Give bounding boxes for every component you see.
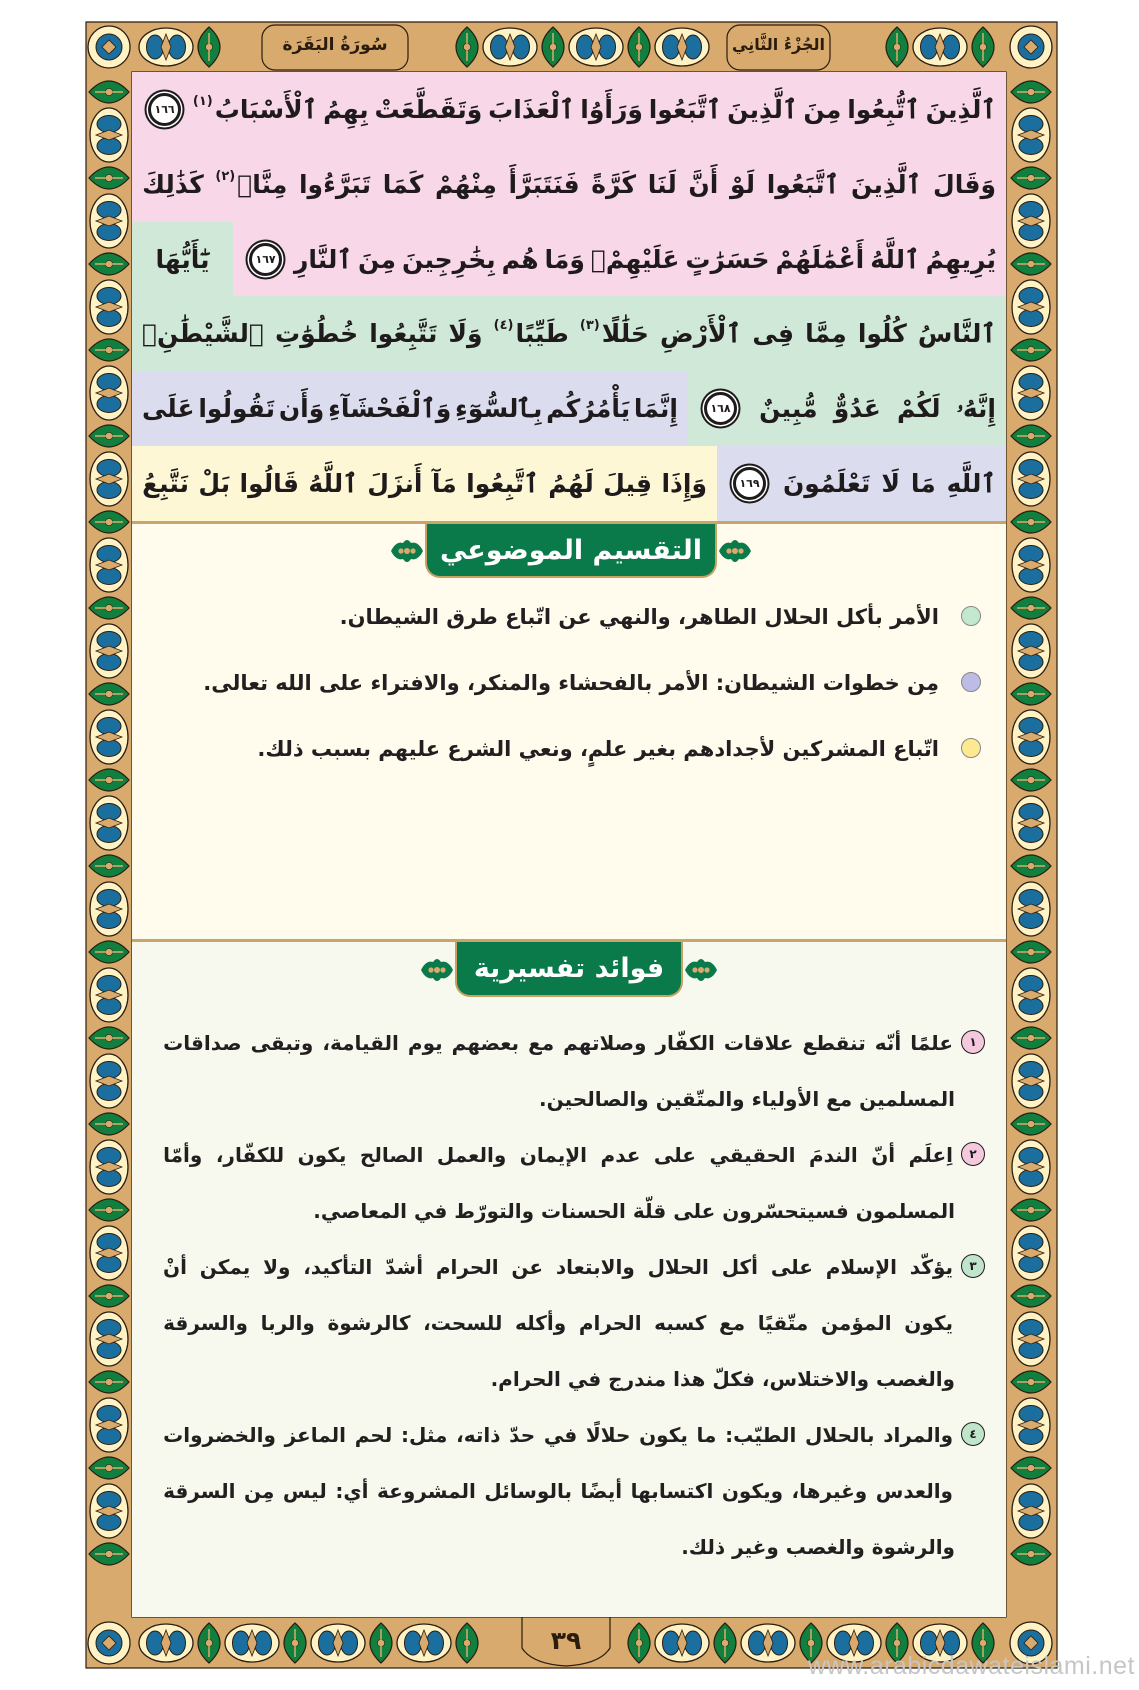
border-motif-blue-icon <box>90 1226 128 1280</box>
benefit-text-line <box>132 1295 1006 1351</box>
benefit-text-line: المسلمون فسيتحسّرون على قلّة الحسنات والتورّط في المعاصي. <box>313 1199 955 1223</box>
benefit-word: الإيمان <box>519 1143 588 1167</box>
verse-word: كَذَٰلِكَ <box>142 169 204 199</box>
header-ornament-icon <box>684 955 718 985</box>
benefit-word: القيامة، <box>322 1031 399 1055</box>
benefit-text-line <box>132 1127 1006 1183</box>
quran-line <box>132 296 1006 371</box>
number-badge: ٣ <box>961 1254 985 1278</box>
verse-word: تَبَرَّءُوا <box>298 169 372 199</box>
border-motif-blue-icon <box>1012 796 1050 850</box>
border-motif-blue-icon <box>90 968 128 1022</box>
border-motif-blue-icon <box>90 538 128 592</box>
border-motif-blue-icon <box>569 28 623 66</box>
benefit-word: بالحلال <box>805 1423 875 1447</box>
verse-word: كَمَا <box>382 169 424 199</box>
border-motif-blue-icon <box>655 28 709 66</box>
ayah-number: ١٦٨ <box>710 402 731 416</box>
verse-word: نَتَّبِعُ <box>142 469 189 499</box>
benefit-word: عدم <box>600 1143 641 1167</box>
border-motif-blue-icon <box>139 28 193 66</box>
topic-list-item <box>132 716 1006 782</box>
benefit-word: والمراد <box>883 1423 953 1447</box>
verse-word: ٱلْأَسْبَابُ( $^١$ ) <box>193 95 317 124</box>
benefit-word: والسرقة <box>163 1311 248 1335</box>
border-motif-blue-icon <box>1012 1054 1050 1108</box>
benefit-word: كالرشوة <box>327 1311 411 1335</box>
header-ornament-icon <box>390 536 424 566</box>
verse-word: مَا <box>910 469 936 499</box>
verse-word: ٱتَّبَعُوا <box>648 94 722 124</box>
border-motif-blue-icon <box>90 452 128 506</box>
verse-word: يُرِيهِمُ <box>925 244 996 274</box>
border-motif-blue-icon <box>90 1140 128 1194</box>
verse-word: ٱلشَّيْطَٰنِۚ <box>142 319 264 349</box>
verse-word: أَنَّ <box>688 169 719 199</box>
number-badge: ٢ <box>961 1142 985 1166</box>
benefit-word: والخضروات <box>163 1423 276 1447</box>
border-corner-rosette-icon <box>88 26 130 68</box>
benefit-word: ليس <box>282 1479 327 1503</box>
benefit-word: أنّ <box>871 1143 896 1167</box>
footnote-marker: ( $^٣$ ) <box>580 318 600 333</box>
verse-highlight-lavender <box>132 371 688 446</box>
border-motif-blue-icon <box>1012 968 1050 1022</box>
section-title-tafsir-benefits: فوائد تفسيرية <box>455 942 683 997</box>
ayah-number: ١٦٩ <box>739 477 760 491</box>
benefit-text-line <box>132 1407 1006 1463</box>
benefit-word: الحرام <box>578 1311 642 1335</box>
verse-word: مِنَّاۗ( $^٢$ ) <box>215 170 287 199</box>
benefit-word: بعضهم <box>451 1031 520 1055</box>
verse-word: خُطُوَٰتِ <box>274 319 359 349</box>
verse-word: طَيِّبًا( $^٤$ ) <box>494 319 569 348</box>
bullet-circle-icon <box>961 672 981 692</box>
verse-word: وَٱلْفَحْشَآءِ <box>328 394 452 424</box>
border-motif-blue-icon <box>90 710 128 764</box>
verse-word: وَمَا <box>544 244 585 274</box>
border-motif-blue-icon <box>1012 280 1050 334</box>
verse-highlight-green <box>132 222 233 297</box>
border-motif-blue-icon <box>90 624 128 678</box>
verse-highlight-pink <box>132 72 1006 147</box>
verse-word: ٱلنَّاسُ <box>917 319 996 349</box>
benefit-word: التأكيد، <box>303 1255 373 1279</box>
border-motif-blue-icon <box>1012 624 1050 678</box>
verse-word: مِنَ <box>358 244 396 274</box>
verse-word: ٱلنَّارِ <box>294 244 353 274</box>
verse-word: مِنْهُمْ <box>435 169 497 199</box>
benefit-word: المشروعة <box>377 1479 476 1503</box>
verse-word: ٱللَّهُ <box>870 244 920 274</box>
benefit-word: أيضًا <box>580 1479 623 1503</box>
verse-word: وَإِذَا <box>661 469 707 499</box>
benefit-word: اكتسابها <box>630 1479 714 1503</box>
border-motif-blue-icon <box>90 194 128 248</box>
verse-word: مَآ <box>431 469 457 499</box>
border-motif-blue-icon <box>913 28 967 66</box>
verse-word: يَٰٓأَيُّهَا <box>155 244 210 274</box>
bullet-circle-icon <box>961 606 981 626</box>
verse-word: بَلْ <box>198 469 231 499</box>
quran-line <box>132 446 1006 521</box>
border-motif-blue-icon <box>483 28 537 66</box>
benefit-word: حدّ <box>509 1423 536 1447</box>
benefit-text-line <box>132 1239 1006 1295</box>
verse-word: بِخَٰرِجِينَ <box>401 244 496 274</box>
benefit-word: الحرام <box>435 1255 499 1279</box>
topic-text: الأمر بأكل الحلال الطاهر، والنهي عن اتّباع طرق الشيطان. <box>339 605 939 629</box>
verse-word: تَتَّبِعُوا <box>369 319 438 349</box>
benefit-word: أشدّ <box>384 1255 424 1279</box>
benefit-word: يؤكّد <box>909 1255 953 1279</box>
benefit-word: صداقات <box>163 1031 242 1055</box>
header-ornament-icon <box>718 536 752 566</box>
border-motif-blue-icon <box>1012 1312 1050 1366</box>
verse-word: وَتَقَطَّعَتْ <box>374 94 483 124</box>
border-motif-blue-icon <box>90 1312 128 1366</box>
benefit-word: الطيّب: <box>725 1423 797 1447</box>
border-motif-blue-icon <box>397 1624 451 1662</box>
tafsir-benefits-list <box>132 1015 1006 1575</box>
border-motif-blue-icon <box>1012 710 1050 764</box>
benefit-word: يكون <box>297 1143 347 1167</box>
benefit-word: والعدس <box>875 1479 953 1503</box>
ayah-end-marker-icon <box>733 467 766 500</box>
verse-word: إِنَّهُۥ <box>956 393 996 423</box>
verse-highlight-yellow <box>132 446 717 521</box>
verse-word: لَوْ <box>729 169 756 199</box>
verse-word: مِمَّا <box>805 319 847 349</box>
benefit-text-line: والرشوة والغصب وغير ذلك. <box>681 1535 955 1559</box>
benefit-word: الكفّار <box>655 1031 715 1055</box>
verse-highlight-pink <box>233 222 1006 297</box>
benefit-word: على <box>653 1143 696 1167</box>
verse-word: لَا <box>881 469 900 499</box>
verse-word: ٱللَّهُ <box>308 469 358 499</box>
footnote-marker: ( $^٤$ ) <box>494 318 514 333</box>
benefit-word: الحقيقي <box>709 1143 796 1167</box>
ayah-end-marker-icon <box>148 93 181 126</box>
verse-word: هُم <box>501 244 539 274</box>
border-motif-blue-icon <box>1012 452 1050 506</box>
topic-text: مِن خطوات الشيطان: الأمر بالفحشاء والمنكر، والافتراء على الله تعالى. <box>203 671 939 695</box>
verse-highlight-pink <box>132 147 1006 222</box>
ayah-number: ١٦٦ <box>154 102 175 116</box>
verse-word: مُّبِينٌ <box>759 394 818 424</box>
ayah-number: ١٦٧ <box>255 252 276 266</box>
verse-word: ٱلْأَرْضِ <box>660 319 742 349</box>
benefit-item <box>132 1407 1006 1575</box>
benefit-item <box>132 1239 1006 1407</box>
topical-division-section <box>132 524 1006 939</box>
verse-word: أَعْمَٰلَهُمْ <box>775 244 865 274</box>
verse-word: إِنَّمَا <box>633 394 678 424</box>
benefit-word: الندمَ <box>808 1143 858 1167</box>
quran-line <box>132 147 1006 222</box>
benefit-word: وتبقى <box>250 1031 314 1055</box>
benefit-word: مع <box>719 1311 746 1335</box>
benefit-word: والابتعاد <box>555 1255 635 1279</box>
verse-word: عَلَيْهِمْۖ <box>590 244 680 274</box>
benefit-word: الماعز <box>284 1423 346 1447</box>
website-watermark: www.arabicdawateislami.net <box>807 1652 1135 1680</box>
benefit-word: اِعلَم <box>908 1143 953 1167</box>
benefit-word: الحلال <box>647 1255 709 1279</box>
benefit-word: وأكله <box>514 1311 567 1335</box>
verse-word: لَكُمْ <box>896 394 941 424</box>
benefit-word: علاقات <box>723 1031 794 1055</box>
verse-word: فَنَتَبَرَّأَ <box>508 169 580 199</box>
border-motif-blue-icon <box>90 882 128 936</box>
benefit-word: ولا <box>263 1255 291 1279</box>
verse-word: ٱللَّهِ <box>946 469 996 499</box>
border-motif-blue-icon <box>139 1624 193 1662</box>
benefit-word: مِن <box>243 1479 275 1503</box>
verse-word: بِٱلسُّوٓءِ <box>455 394 543 424</box>
border-motif-blue-icon <box>741 1624 795 1662</box>
border-motif-blue-icon <box>1012 366 1050 420</box>
benefit-word: لحم <box>354 1423 393 1447</box>
quran-line <box>132 72 1006 147</box>
benefit-text-line: والغصب والاختلاس، فكلّ هذا مندرج في الحرام. <box>490 1367 955 1391</box>
topic-list-item <box>132 650 1006 716</box>
header-ornament-icon <box>420 955 454 985</box>
benefit-word: تنقطع <box>802 1031 866 1055</box>
benefit-word: يمكن <box>199 1255 251 1279</box>
quran-text-block <box>132 72 1006 521</box>
verse-word: لَهُمُ <box>548 469 594 499</box>
number-badge: ١ <box>961 1030 985 1054</box>
number-badge: ٤ <box>961 1422 985 1446</box>
benefit-word: أنْ <box>163 1255 187 1279</box>
benefit-word: كسبه <box>654 1311 707 1335</box>
section-title-topical-division: التقسيم الموضوعي <box>425 524 717 578</box>
border-motif-blue-icon <box>90 280 128 334</box>
border-motif-blue-icon <box>225 1624 279 1662</box>
bullet-circle-icon <box>961 738 981 758</box>
border-motif-blue-icon <box>90 108 128 162</box>
benefit-word: بالوسائل <box>484 1479 572 1503</box>
border-corner-rosette-icon <box>1010 26 1052 68</box>
benefit-word: والعمل <box>436 1143 507 1167</box>
benefit-word: على <box>770 1255 813 1279</box>
verse-word: يَأْمُرُكُم <box>546 394 631 424</box>
benefit-word: ذاته، <box>456 1423 501 1447</box>
footnote-marker: ( $^١$ ) <box>193 94 213 109</box>
tafsir-benefits-section <box>132 942 1006 1617</box>
benefit-word: وصلاتهم <box>563 1031 647 1055</box>
verse-word: ٱلَّذِينَ <box>727 94 798 124</box>
verse-word: ٱتَّبِعُوا <box>466 469 539 499</box>
border-motif-blue-icon <box>1012 108 1050 162</box>
footnote-marker: ( $^٢$ ) <box>215 169 235 184</box>
verse-word: تَقُولُوا <box>198 394 276 424</box>
topical-division-list <box>132 584 1006 782</box>
verse-word: تَعْلَمُونَ <box>782 469 871 499</box>
verse-highlight-green <box>132 296 1006 371</box>
verse-word: كَرَّةً <box>591 169 637 199</box>
verse-word: لَنَا <box>647 169 677 199</box>
verse-word: ٱتَّبَعُوا <box>766 169 840 199</box>
border-motif-blue-icon <box>1012 1398 1050 1452</box>
benefit-word: الإسلام <box>825 1255 897 1279</box>
border-motif-blue-icon <box>655 1624 709 1662</box>
verse-word: وَلَا <box>448 319 483 349</box>
verse-word: مِنَ <box>803 94 842 124</box>
benefit-word: مثل: <box>401 1423 448 1447</box>
page-content <box>132 72 1006 1617</box>
verse-word: قَالُوا <box>239 469 299 499</box>
benefit-word: عن <box>511 1255 544 1279</box>
benefit-word: يكون <box>904 1311 953 1335</box>
benefit-word: السرقة <box>163 1479 236 1503</box>
verse-highlight-green <box>688 371 1006 446</box>
verse-word: حَلَٰلًا( $^٣$ ) <box>580 319 649 348</box>
benefit-word: للسحت، <box>423 1311 503 1335</box>
page-number: ٣٩ <box>550 1626 582 1655</box>
border-motif-blue-icon <box>90 366 128 420</box>
border-motif-blue-icon <box>1012 882 1050 936</box>
verse-word: وَقَالَ <box>933 169 996 199</box>
benefit-word: أكل <box>721 1255 759 1279</box>
benefit-word: المؤمن <box>820 1311 892 1335</box>
benefit-word: علمًا <box>910 1031 953 1055</box>
benefit-word: والربا <box>260 1311 315 1335</box>
benefit-text-line: المسلمين مع الأولياء والمتّقين والصالحين. <box>539 1087 955 1111</box>
verse-word: عَدُوٌّ <box>833 394 881 424</box>
border-corner-rosette-icon <box>88 1622 130 1664</box>
verse-word: قِيلَ <box>603 469 653 499</box>
benefit-item <box>132 1127 1006 1239</box>
benefit-word: أنّه <box>874 1031 902 1055</box>
ayah-end-marker-icon <box>249 243 282 276</box>
benefit-word: متّقيًا <box>757 1311 809 1335</box>
benefit-word: يوم <box>407 1031 443 1055</box>
verse-word: فِى <box>752 319 795 349</box>
border-motif-blue-icon <box>1012 1226 1050 1280</box>
benefit-text-line <box>132 1015 1006 1071</box>
topic-text: اتّباع المشركين لأجدادهم بغير علمٍ، ونعي الشرع عليهم بسبب ذلك. <box>257 737 939 761</box>
border-motif-blue-icon <box>90 1398 128 1452</box>
benefit-word: يكون <box>639 1423 688 1447</box>
juz-name: الجُزْءُ الثَّانِي <box>732 35 825 54</box>
benefit-item <box>132 1015 1006 1127</box>
verse-word: ٱتُّبِعُوا <box>847 94 920 124</box>
verse-word: عَلَى <box>142 394 195 424</box>
benefit-word: حلالًا <box>585 1423 631 1447</box>
surah-name: سُورَةُ البَقَرَة <box>282 35 388 55</box>
verse-word: حَسَرَٰتٍ <box>685 244 770 274</box>
verse-word: ٱلَّذِينَ <box>925 94 996 124</box>
border-motif-blue-icon <box>1012 538 1050 592</box>
verse-word: ٱلَّذِينَ <box>850 169 922 199</box>
border-motif-blue-icon <box>90 1054 128 1108</box>
ayah-end-marker-icon <box>704 392 737 425</box>
benefit-word: وغيرها، <box>791 1479 868 1503</box>
benefit-word: ما <box>696 1423 717 1447</box>
benefit-word: في <box>543 1423 578 1447</box>
verse-highlight-lavender <box>717 446 1006 521</box>
benefit-word: وأمّا <box>163 1143 203 1167</box>
benefit-text-line <box>132 1463 1006 1519</box>
verse-word: وَأَن <box>278 394 325 424</box>
benefit-word: ويكون <box>721 1479 784 1503</box>
border-motif-blue-icon <box>90 1484 128 1538</box>
verse-word: أَنزَلَ <box>367 469 423 499</box>
verse-word: بِهِمُ <box>323 94 369 124</box>
verse-word: وَرَأَوُا <box>580 94 643 124</box>
topic-list-item <box>132 584 1006 650</box>
border-motif-blue-icon <box>1012 194 1050 248</box>
verse-word: ٱلْعَذَابَ <box>488 94 575 124</box>
benefit-word: أي: <box>335 1479 369 1503</box>
quran-line <box>132 371 1006 446</box>
benefit-word: للكفّار، <box>215 1143 285 1167</box>
benefit-word: مع <box>528 1031 555 1055</box>
verse-word: كُلُوا <box>857 319 907 349</box>
border-motif-blue-icon <box>1012 1140 1050 1194</box>
benefit-word: الصالح <box>359 1143 424 1167</box>
border-motif-blue-icon <box>1012 1484 1050 1538</box>
border-motif-blue-icon <box>311 1624 365 1662</box>
quran-line <box>132 222 1006 297</box>
border-motif-blue-icon <box>90 796 128 850</box>
